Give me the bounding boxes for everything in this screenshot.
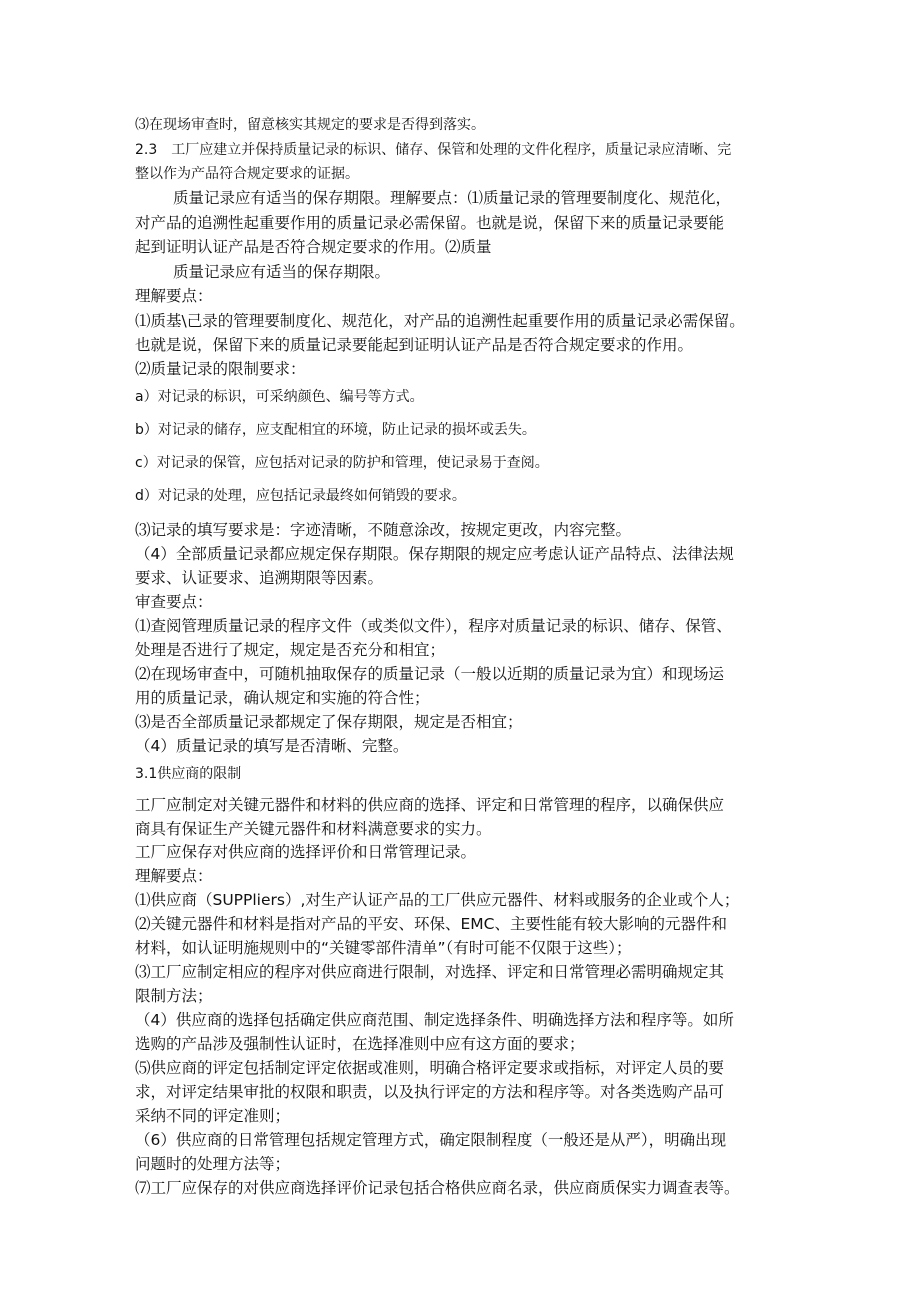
- text-line: （4）质量记录的填写是否清晰、完整。: [135, 737, 409, 755]
- text-line: ⑴质基\己录的管理要制度化、规范化，对产品的追溯性起重要作用的质量记录必需保留。: [135, 312, 745, 330]
- text-line: ⑴供应商（SUPPliers）,对生产认证产品的工厂供应元器件、材料或服务的企业或个人；: [135, 891, 740, 909]
- text-line: 采纳不同的评定准则；: [135, 1107, 291, 1125]
- text-line: 质量记录应有适当的保存期限。: [173, 263, 391, 281]
- text-line: ⑶记录的填写要求是：字迹清晰，不随意涂改，按规定更改，内容完整。: [135, 521, 632, 539]
- text-line: ⑴查阅管理质量记录的程序文件（或类似文件），程序对质量记录的标识、储存、保管、: [135, 617, 732, 635]
- text-line: ⑵质量记录的限制要求：: [135, 360, 306, 378]
- text-line: ⑶是否全部质量记录都规定了保存期限，规定是否相宜；: [135, 713, 523, 731]
- text-line: 选购的产品涉及强制性认证时，在选择准则中应有这方面的要求；: [135, 1035, 585, 1053]
- text-line: 工厂应保存对供应商的选择评价和日常管理记录。: [135, 843, 477, 861]
- text-line: （6）供应商的日常管理包括规定管理方式，确定限制程度（一般还是从严），明确出现: [135, 1131, 727, 1149]
- text-line: ⑺工厂应保存的对供应商选择评价记录包括合格供应商名录，供应商质保实力调查表等。: [135, 1179, 740, 1197]
- text-line: 问题时的处理方法等；: [135, 1155, 291, 1173]
- text-line: 对产品的追溯性起重要作用的质量记录必需保留。也就是说，保留下来的质量记录要能: [135, 214, 725, 232]
- text-line: 限制方法；: [135, 987, 213, 1005]
- text-line: 用的质量记录，确认规定和实施的符合性；: [135, 689, 430, 707]
- text-line: ⑶工厂应制定相应的程序对供应商进行限制，对选择、评定和日常管理必需明确规定其: [135, 963, 725, 981]
- section-heading-3-1: 3.1供应商的限制: [135, 766, 242, 782]
- text-line: 要求、认证要求、追溯期限等因素。: [135, 569, 384, 587]
- text-line: 商具有保证生产关键元器件和材料满意要求的实力。: [135, 820, 492, 838]
- text-line: ⑸供应商的评定包括制定评定依据或准则，明确合格评定要求或指标，对评定人员的要: [135, 1059, 725, 1077]
- list-item: b）对记录的储存，应支配相宜的环境，防止记录的损坏或丢失。: [135, 422, 536, 438]
- text-line: 质量记录应有适当的保存期限。理解要点：⑴质量记录的管理要制度化、规范化，: [173, 189, 732, 207]
- text-line: （4）全部质量记录都应规定保存期限。保存期限的规定应考虑认证产品特点、法律法规: [135, 545, 734, 563]
- text-line: 整以作为产品符合规定要求的证据。: [135, 166, 359, 182]
- text-line: 也就是说，保留下来的质量记录要能起到证明认证产品是否符合规定要求的作用。: [135, 336, 694, 354]
- text-line: （4）供应商的选择包括确定供应商范围、制定选择条件、明确选择方法和程序等。如所: [135, 1011, 734, 1029]
- text-line: ⑵在现场审查中，可随机抽取保存的质量记录（一般以近期的质量记录为宜）和现场运: [135, 665, 725, 683]
- text-line: 求，对评定结果审批的权限和职责，以及执行评定的方法和程序等。对各类选购产品可: [135, 1083, 725, 1101]
- text-line: 审查要点：: [135, 593, 213, 611]
- list-item: a）对记录的标识，可采纳颜色、编号等方式。: [135, 389, 424, 405]
- text-line: ⑶在现场审查时，留意核实其规定的要求是否得到落实。: [135, 117, 485, 133]
- text-line: 理解要点：: [135, 287, 213, 305]
- section-heading-2-3: 2.3 工厂应建立并保持质量记录的标识、储存、保管和处理的文件化程序，质量记录应清晰、完: [135, 142, 732, 158]
- text-line: ⑵关键元器件和材料是指对产品的平安、环保、EMC、主要性能有较大影响的元器件和: [135, 915, 727, 933]
- list-item: c）对记录的保管，应包括对记录的防护和管理，使记录易于查阅。: [135, 455, 549, 471]
- text-line: 理解要点：: [135, 867, 213, 885]
- list-item: d）对记录的处理，应包括记录最终如何销毁的要求。: [135, 488, 466, 504]
- text-line: 工厂应制定对关键元器件和材料的供应商的选择、评定和日常管理的程序，以确保供应: [135, 796, 725, 814]
- text-line: 起到证明认证产品是否符合规定要求的作用。⑵质量: [135, 238, 492, 256]
- text-line: 处理是否进行了规定，规定是否充分和相宜；: [135, 641, 446, 659]
- text-line: 材料，如认证明施规则中的“关键零部件清单”（有时可能不仅限于这些）；: [135, 939, 632, 957]
